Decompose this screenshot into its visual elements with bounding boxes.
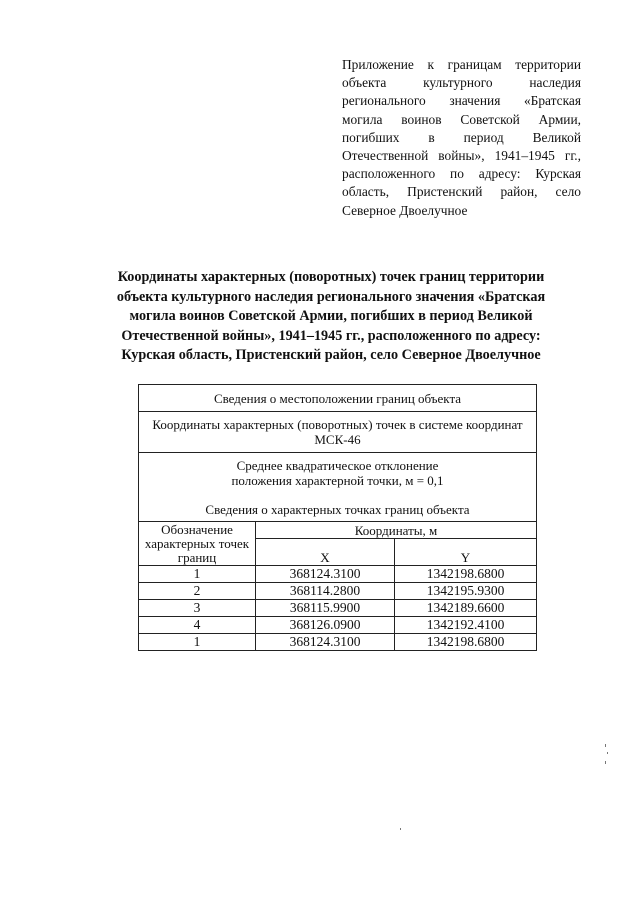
y-cell: 1342192.4100 (395, 617, 537, 634)
col-point-header: Обозначение характерных точек границ (139, 522, 256, 566)
point-cell: 3 (139, 600, 256, 617)
table-row (139, 566, 537, 583)
y-cell: 1342189.6600 (395, 600, 537, 617)
accuracy-block (139, 453, 537, 522)
section-header: Сведения о местоположении границ объекта (139, 385, 537, 412)
system-header: Координаты характерных (поворотных) точек в системе координат МСК-46 (139, 412, 537, 453)
table-row (139, 583, 537, 600)
y-cell: 1342198.6800 (395, 634, 537, 651)
col-x-header: X (256, 539, 395, 566)
col-coords-header: Координаты, м (256, 522, 537, 539)
accuracy-line-2: положения характерной точки, м = 0,1 (231, 472, 444, 488)
table-row (139, 617, 537, 634)
accuracy-line-1: Среднее квадратическое отклонение (236, 457, 439, 473)
appendix-note: Приложение к границам территории объекта культурного наследия регионального значения «Братская могила воинов Советской Армии, погибших в период Великой Отечественной войны», 1941–1945 гг., расположенного по адресу: Курская область, Пристенский район, село Северное Двоелучное (342, 57, 581, 218)
x-cell: 368124.3100 (256, 634, 395, 651)
table-row (139, 600, 537, 617)
col-y-header: Y (395, 539, 537, 566)
coordinates-table (138, 384, 537, 651)
point-cell: 1 (139, 634, 256, 651)
x-cell: 368115.9900 (256, 600, 395, 617)
table-row (139, 634, 537, 651)
x-cell: 368114.2800 (256, 583, 395, 600)
document-title: Координаты характерных (поворотных) точек границ территории объекта культурного наследия регионального значения «Братская могила воинов Советской Армии, погибших в период Великой Отечественной войны», 1941–1945 гг., расположенного по адресу: Курская область, Пристенский район, село Северное Двоелучное (116, 269, 546, 364)
point-cell: 4 (139, 617, 256, 634)
x-cell: 368124.3100 (256, 566, 395, 583)
point-cell: 2 (139, 583, 256, 600)
points-header: Сведения о характерных точках границ объекта (205, 501, 470, 517)
y-cell: 1342195.9300 (395, 583, 537, 600)
point-cell: 1 (139, 566, 256, 583)
x-cell: 368126.0900 (256, 617, 395, 634)
y-cell: 1342198.6800 (395, 566, 537, 583)
